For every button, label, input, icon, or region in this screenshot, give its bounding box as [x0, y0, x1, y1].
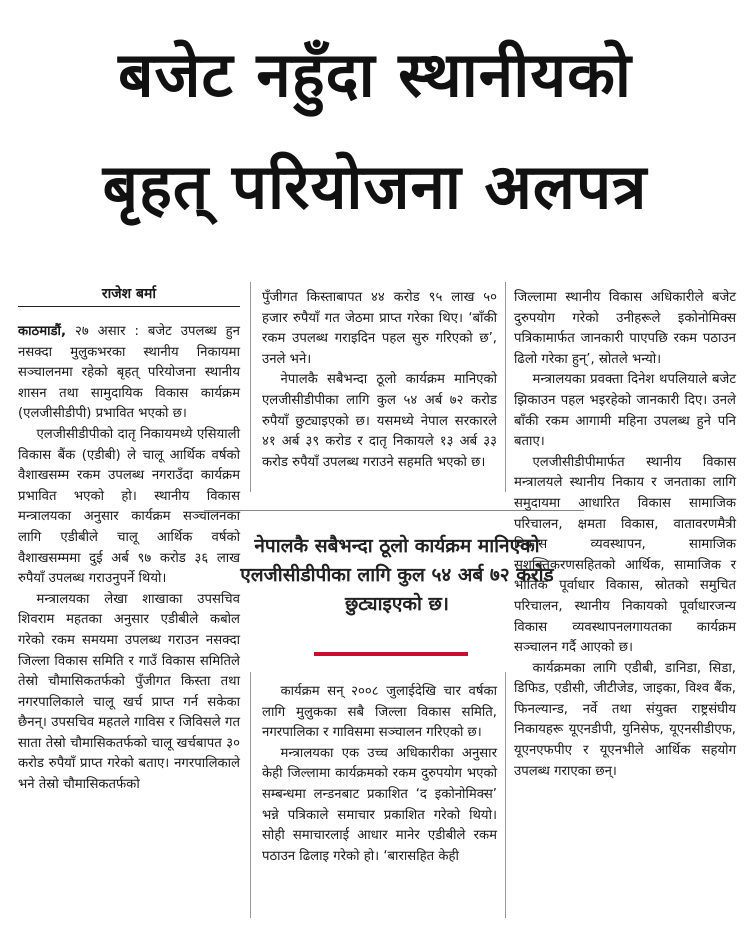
article-column-1 [18, 322, 240, 796]
paragraph: नेपालकै सबैभन्दा ठूलो कार्यक्रम मानिएको एलजीसीडीपीका लागि कुल ५४ अर्ब ७२ करोड रुपैयाँ छुट्याइएको छ। यसमध्ये नेपाल सरकारले ४१ अर्ब ३९ करोड र दातृ निकायले १३ अर्ब ३३ करोड रुपैयाँ उपलब्ध गराउने सहमति भएको छ। [262, 372, 497, 470]
column-divider-2 [505, 282, 506, 492]
byline: राजेश बर्मा [101, 286, 157, 302]
paragraph: मन्त्रालयका एक उच्च अधिकारीका अनुसार केही जिल्लामा कार्यक्रमको रकम दुरुपयोग भएको सम्बन्धमा लन्डनबाट प्रकाशित ‘द इकोनोमिक्स’ भन्ने पत्रिकाले समाचार प्रकाशित गरेको थियो। सोही समाचारलाई आधार मानेर एडीबीले रकम पठाउन ढिलाइ गरेको हो। ‘बारासहित केही [262, 745, 497, 864]
headline-line-2: बृहत् परियोजना अलपत्र [102, 150, 648, 223]
paragraph: एलजीसीडीपीको दातृ निकायमध्ये एसियाली विकास बैंक (एडीबी) ले चालू आर्थिक वर्षको वैशाखसम्म रकम उपलब्ध नगराउँदा कार्यक्रम प्रभावित भएको हो। स्थानीय विकास मन्त्रालयका अनुसार कार्यक्रम सञ्चालनका लागि एडीबीले चालू आर्थिक वर्षको वैशाखसम्ममा दुई अर्ब ९७ करोड ३६ लाख रुपैयाँ उपलब्ध गराउनुपर्ने थियो। [18, 426, 240, 587]
paragraph: जिल्लामा स्थानीय विकास अधिकारीले बजेट दुरुपयोग गरेको उनीहरूले इकोनोमिक्स पत्रिकामार्फत जानकारी पाएपछि रकम पठाउन ढिलो गरेका हुन्’, स्रोतले भन्यो। [514, 290, 736, 367]
paragraph-text: २७ असार : बजेट उपलब्ध हुन नसक्दा मुलुकभरका स्थानीय निकायमा सञ्चालनमा रहेको बृहत् परियोजना स्थानीय शासन तथा सामुदायिक विकास कार्यक्रम (एलजीसीडीपी) प्रभावित भएको छ। [18, 324, 240, 422]
paragraph: कार्यक्रमका लागि एडीबी, डानिडा, सिडा, डिफिड, एडीसी, जीटीजेड, जाइका, विश्व बैंक, फिनल्यान्ड, नर्वे तथा संयुक्त राष्ट्रसंघीय निकायहरू यूएनडीपी, युनिसेफ, यूएनसीडीएफ, यूएनएफपीए र यूएनभीले आर्थिक सहयोग उपलब्ध गराएका छन्। [514, 660, 736, 779]
byline-rule [18, 306, 240, 307]
paragraph: पुँजीगत किस्ताबापत ४४ करोड ९५ लाख ५० हजार रुपैयाँ गत जेठमा प्राप्त गरेका थिए। ‘बाँकी रकम उपलब्ध गराइदिन पहल सुरु गरिएको छ’, उनले भने। [262, 290, 497, 367]
article-column-2-top [262, 288, 497, 473]
headline-line-1: बजेट नहुँदा स्थानीयको [118, 38, 632, 111]
article-column-2-bottom [262, 682, 497, 867]
pull-quote-accent-bar [314, 652, 468, 656]
paragraph: कार्यक्रम सन् २००८ जुलाईदेखि चार वर्षका लागि मुलुकका सबै जिल्ला विकास समिति, नगरपालिका र गाविसमा सञ्चालन गरिएको छ। [262, 684, 497, 741]
column-divider-4 [505, 672, 506, 918]
paragraph [18, 322, 240, 425]
paragraph: मन्त्रालयका प्रवक्ता दिनेश थपलियाले बजेट झिकाउन पहल भइरहेको जानकारी दिए। उनले बाँकी रकम आगामी महिना उपलब्ध हुने पनि बताए। [514, 372, 736, 450]
pull-quote: नेपालकै सबैभन्दा ठूलो कार्यक्रम मानिएको एलजीसीडीपीका लागि कुल ५४ अर्ब ७२ करोड छुट्याइएको छ। [240, 535, 554, 615]
column-divider-1 [250, 282, 251, 492]
dateline: काठमाडौं, [18, 324, 66, 339]
column-divider-3 [250, 672, 251, 918]
paragraph: एलजीसीडीपीमार्फत स्थानीय विकास मन्त्रालयले स्थानीय निकाय र जनताका लागि समुदायमा आधारित विकास सामाजिक परिचालन, क्षमता विकास, वातावरणमैत्री विकास व्यवस्थापन, सामाजिक सशक्तिकरणसहितको आर्थिक, सामाजिक र भौतिक पूर्वाधार विकास, स्रोतको समुचित परिचालन, स्थानीय निकायको पूर्वाधारजन्य विकास व्यवस्थापनलगायतका कार्यक्रम सञ्चालन गर्दै आएको छ। [514, 454, 736, 656]
paragraph: मन्त्रालयका लेखा शाखाका उपसचिव शिवराम महतका अनुसार एडीबीले कबोल गरेको रकम समयमा उपलब्ध गराउन नसक्दा जिल्ला विकास समिति र गाउँ विकास समितिले तेस्रो चौमासिकतर्फको पुँजीगत किस्ता तथा नगरपालिकाले चालू खर्च प्राप्त गर्न सकेका छैनन्। उपसचिव महतले गाविस र जिविसले गत साता तेस्रो चौमासिकतर्फको चालू खर्चबापत ३० करोड रुपैयाँ प्राप्त गरेको बताए। नगरपालिकाले भने तेस्रो चौमासिकतर्फको [18, 591, 240, 793]
